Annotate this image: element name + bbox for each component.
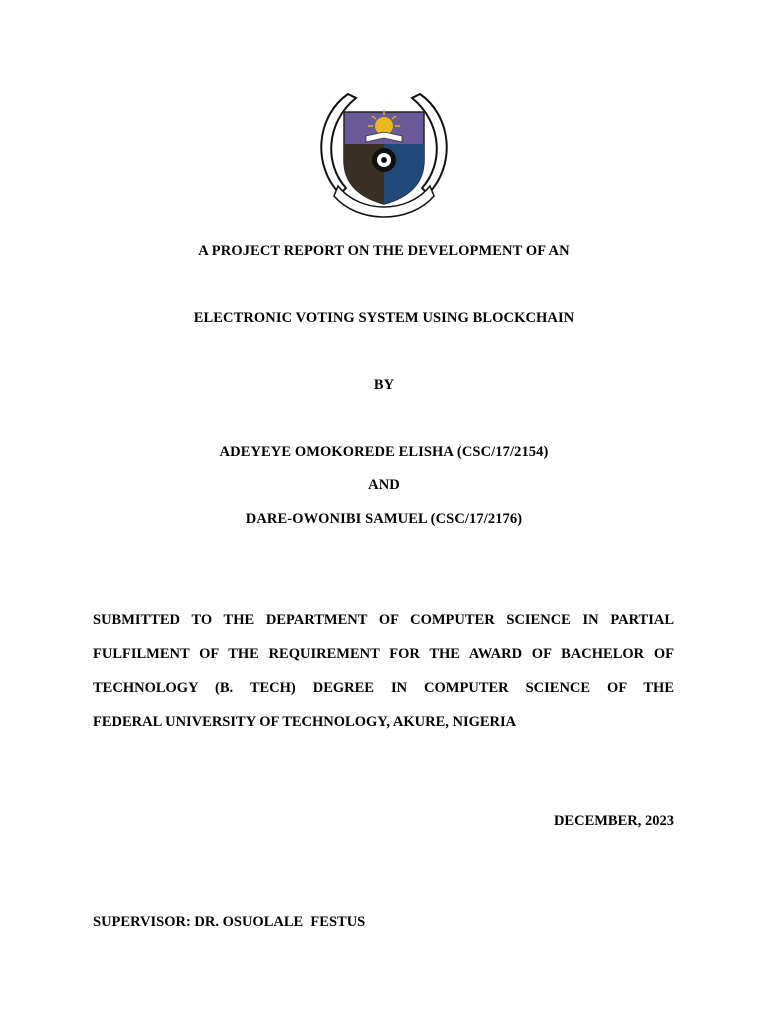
author-1: ADEYEYE OMOKOREDE ELISHA (CSC/17/2154)	[219, 444, 549, 460]
title-line-1: A PROJECT REPORT ON THE DEVELOPMENT OF AN	[198, 243, 570, 259]
and-label: AND	[368, 477, 400, 493]
submission-line: SUBMITTED TO THE DEPARTMENT OF COMPUTER SCIENCE IN PARTIAL	[93, 612, 674, 628]
submission-statement	[93, 603, 674, 739]
submission-date: DECEMBER, 2023	[553, 813, 674, 829]
university-crest-icon	[310, 86, 458, 222]
submission-line: TECHNOLOGY (B. TECH) DEGREE IN COMPUTER SCIENCE OF THE	[93, 680, 674, 696]
author-2: DARE-OWONIBI SAMUEL (CSC/17/2176)	[245, 511, 523, 527]
submission-line: FEDERAL UNIVERSITY OF TECHNOLOGY, AKURE, NIGERIA	[93, 714, 517, 730]
submission-line: FULFILMENT OF THE REQUIREMENT FOR THE AWARD OF BACHELOR OF	[93, 646, 674, 662]
by-label: BY	[373, 377, 395, 393]
supervisor-line: SUPERVISOR: DR. OSUOLALE FESTUS	[93, 914, 366, 930]
title-line-2: ELECTRONIC VOTING SYSTEM USING BLOCKCHAIN	[193, 310, 575, 326]
